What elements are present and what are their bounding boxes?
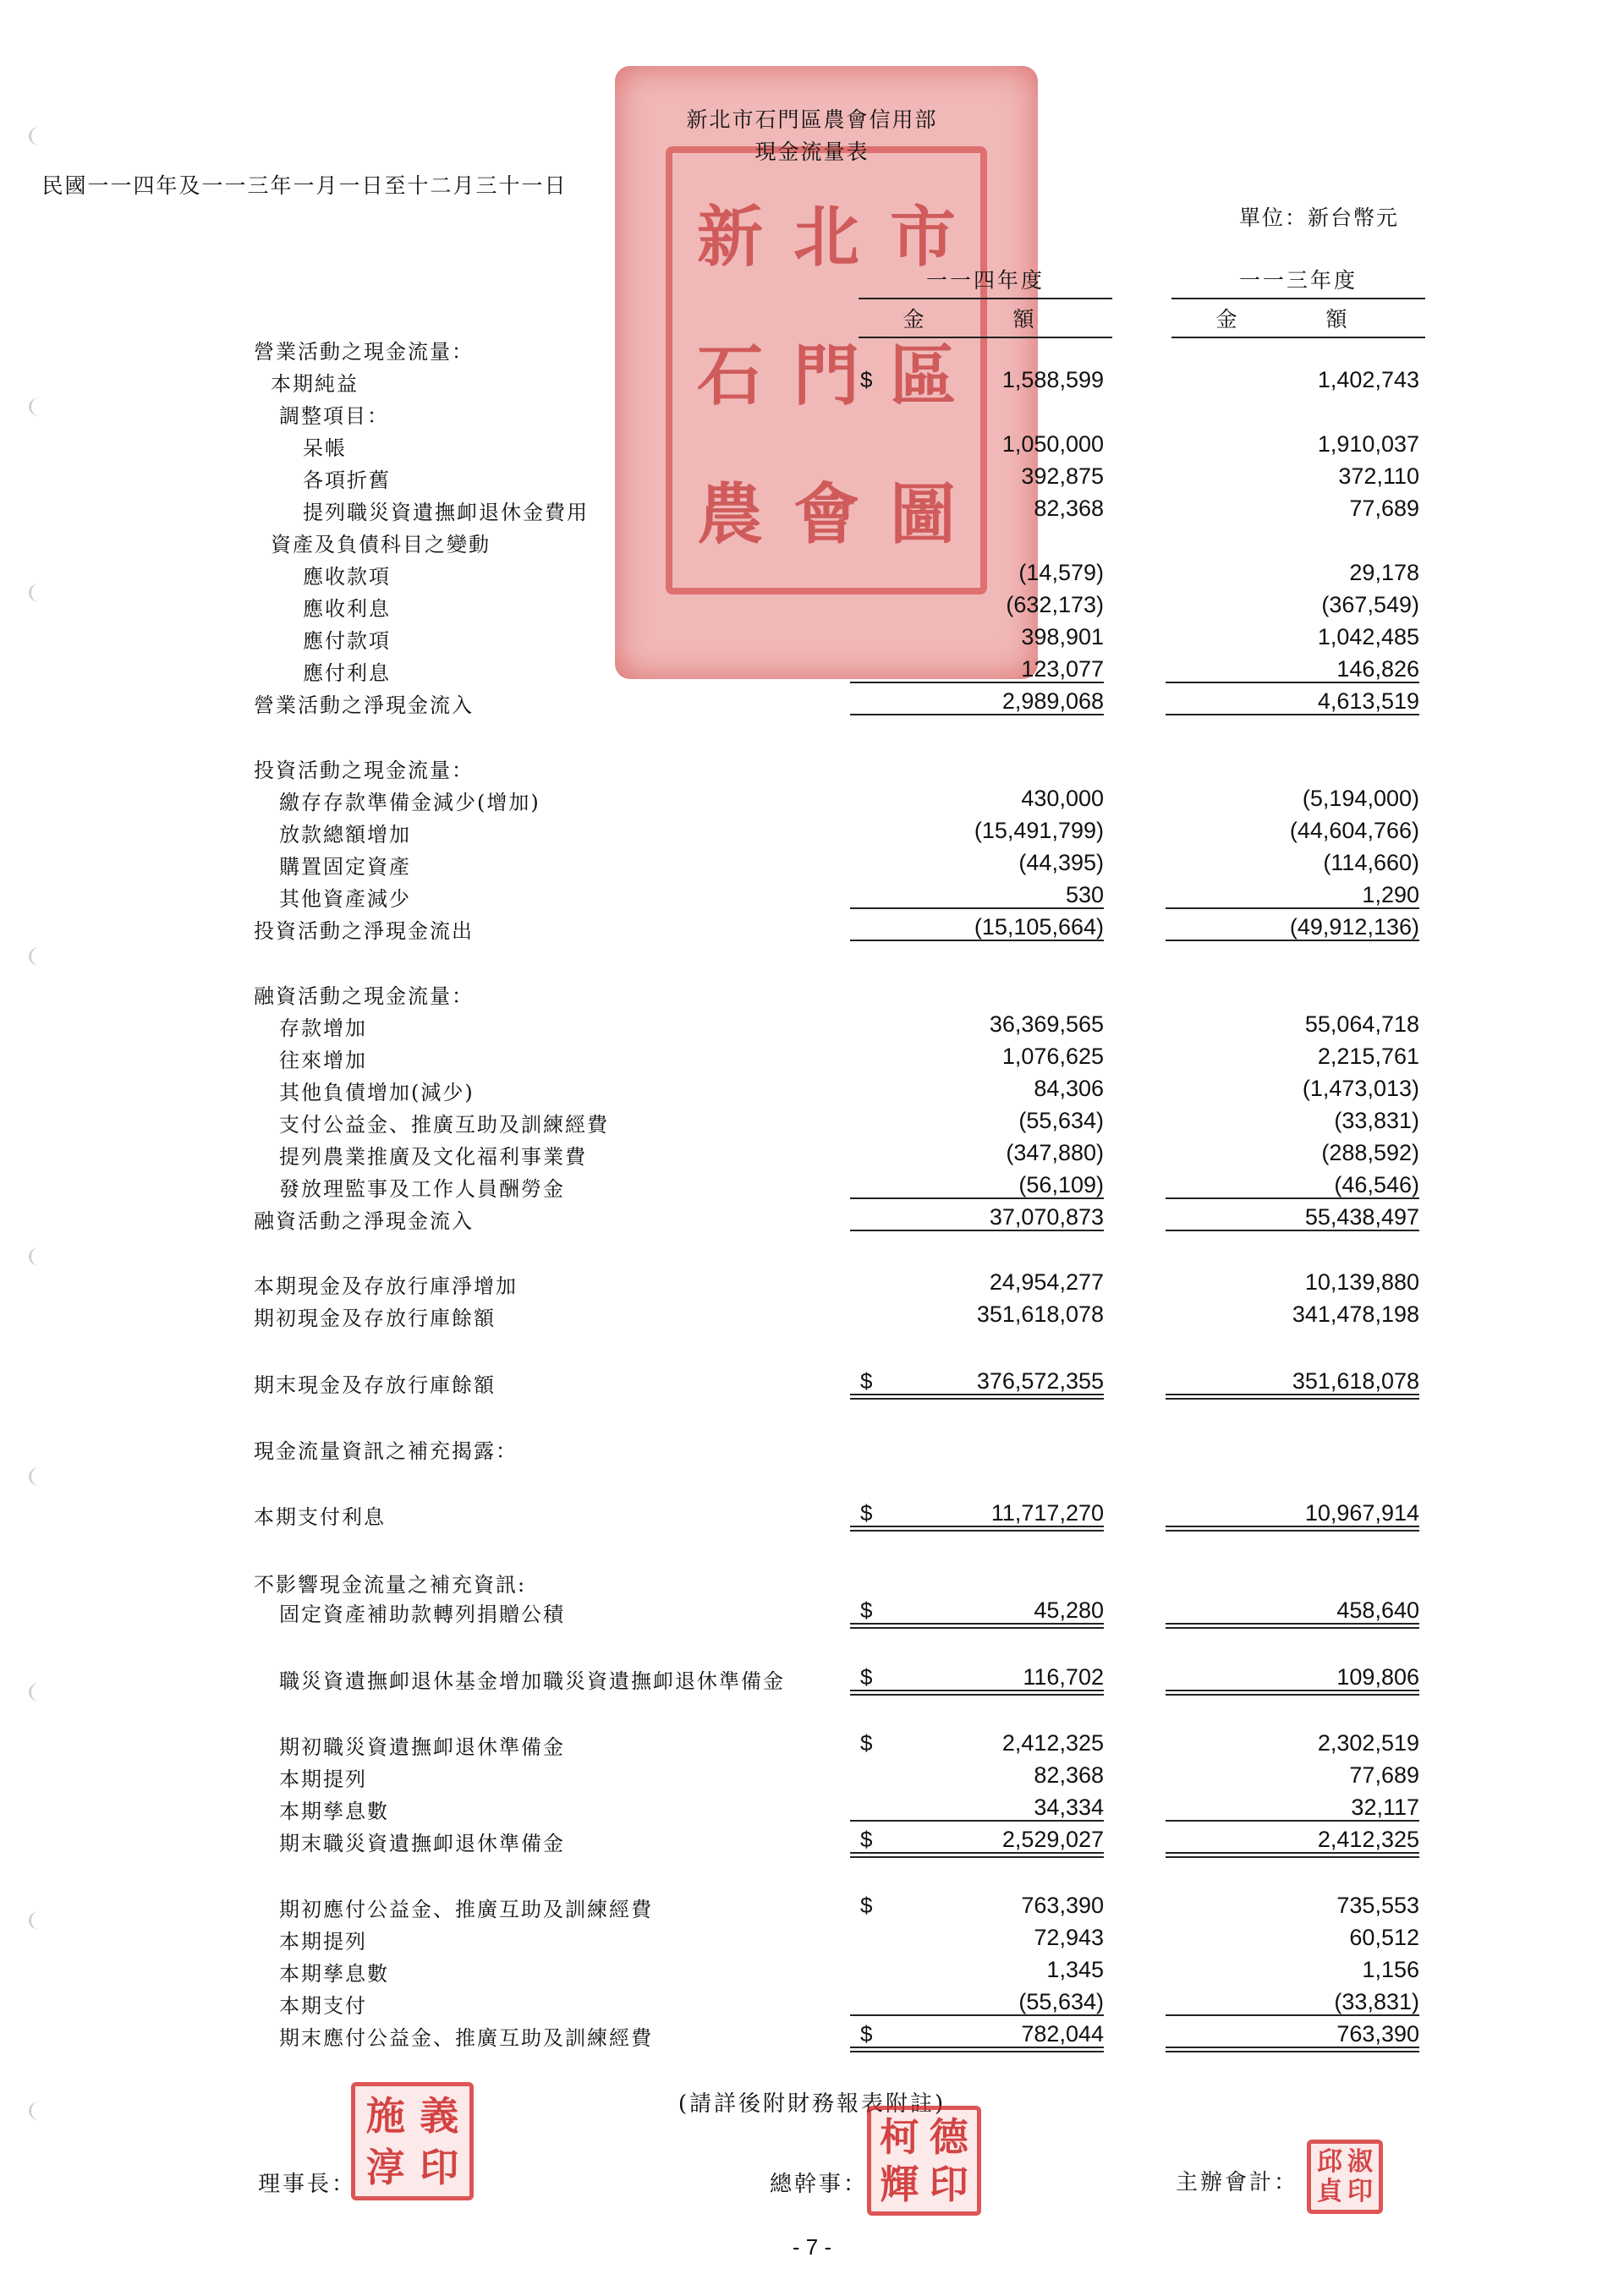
chairman-seal (351, 2082, 474, 2200)
amount-2024: 1,042,485 (1317, 624, 1419, 649)
row-label: 發放理監事及工作人員酬勞金 (279, 1177, 565, 1201)
amount-2024: 341,478,198 (1292, 1301, 1419, 1327)
double-underline (1166, 1526, 1419, 1527)
table-row (0, 1952, 1624, 1984)
table-row (0, 1135, 1624, 1167)
double-underline (850, 1694, 1104, 1696)
row-label: 各項折舊 (303, 469, 391, 492)
underline (1166, 940, 1419, 941)
double-underline (850, 1623, 1104, 1625)
row-label: 往來增加 (279, 1049, 367, 1072)
table-row (0, 2016, 1624, 2048)
statement-title: 現金流量表 (754, 140, 870, 164)
general-manager-label: 總幹事： (770, 2172, 869, 2197)
row-label: 投資活動之現金流量： (254, 759, 474, 782)
table-row (0, 1296, 1624, 1329)
double-underline (1166, 1398, 1419, 1400)
double-underline (850, 1690, 1104, 1691)
table-row (0, 555, 1624, 587)
period-text: 民國一一四年及一一三年一月一日至十二月三十一日 (41, 173, 568, 198)
row-label: 其他資產減少 (279, 887, 411, 911)
amount-2024: 10,967,914 (1304, 1500, 1419, 1526)
amount-2025: 430,000 (1021, 786, 1104, 811)
row-label: 應收利息 (303, 597, 391, 621)
amount-2025: 123,077 (1021, 656, 1104, 682)
table-row (0, 1038, 1624, 1071)
accountant-seal (1307, 2140, 1383, 2214)
amount-2025: 34,334 (1034, 1795, 1104, 1820)
double-underline (850, 1627, 1104, 1629)
amount-2024: (33,831) (1334, 1989, 1419, 2014)
currency-symbol: $ (860, 1500, 873, 1526)
row-label: 應付款項 (303, 629, 391, 653)
row-label: 本期支付利息 (254, 1505, 386, 1529)
row-label: 現金流量資訊之補充揭露： (254, 1439, 518, 1463)
amount-2024: (5,194,000) (1302, 786, 1419, 811)
row-label: 融資活動之現金流量： (254, 984, 474, 1008)
amount-2025: 2,989,068 (1001, 688, 1104, 714)
row-label: 提列職災資遺撫卹退休金費用 (303, 501, 589, 524)
amount-2024: 77,689 (1349, 496, 1419, 521)
amount-2024: 146,826 (1336, 656, 1419, 682)
table-row (0, 1199, 1624, 1231)
seal-char: 淑 (1347, 2146, 1373, 2177)
amount-2024: 1,290 (1362, 882, 1419, 907)
table-row (0, 683, 1624, 715)
amount-2024: 4,613,519 (1317, 688, 1419, 714)
double-underline (850, 2047, 1104, 2048)
row-label: 期末應付公益金、推廣互助及訓練經費 (279, 2026, 653, 2050)
seal-char: 區 (889, 337, 956, 414)
double-underline (1166, 2047, 1419, 2048)
amount-2024: 55,064,718 (1304, 1011, 1419, 1037)
amount-2024: (367,549) (1321, 592, 1419, 617)
amount-2025: (347,880) (1006, 1140, 1104, 1165)
amount-2025: 82,368 (1034, 496, 1104, 521)
table-row (0, 523, 1624, 555)
amount-2025: 1,050,000 (1001, 431, 1104, 457)
double-underline (850, 1530, 1104, 1532)
column-year: 一一四年度 (859, 264, 1112, 299)
double-underline (1166, 2051, 1419, 2052)
underline (1166, 714, 1419, 715)
amount-2025: 2,412,325 (1001, 1730, 1104, 1756)
amount-2024: 372,110 (1338, 463, 1419, 489)
seal-char: 石 (696, 337, 763, 414)
seal-char: 新 (696, 199, 763, 276)
double-underline (850, 1398, 1104, 1400)
row-label: 其他負債增加(減少) (279, 1081, 475, 1104)
column-year: 一一三年度 (1171, 264, 1425, 299)
seal-char: 德 (929, 2114, 968, 2160)
underline (850, 1230, 1104, 1231)
row-label: 本期提列 (279, 1767, 367, 1791)
table-row (0, 1103, 1624, 1135)
amount-2024: 351,618,078 (1292, 1368, 1419, 1394)
row-label: 本期孳息數 (279, 1962, 389, 1986)
currency-symbol: $ (860, 1664, 873, 1690)
amount-2025: 763,390 (1021, 1893, 1104, 1918)
table-row (0, 1659, 1624, 1691)
table-row (0, 1429, 1624, 1461)
table-row (0, 813, 1624, 845)
table-row (0, 974, 1624, 1006)
table-row (0, 619, 1624, 651)
amount-2024: 60,512 (1349, 1925, 1419, 1950)
amount-2025: (55,634) (1018, 1989, 1104, 2014)
currency-symbol: $ (860, 1893, 873, 1918)
table-row (0, 877, 1624, 909)
table-row (0, 1789, 1624, 1822)
currency-symbol: $ (860, 1730, 873, 1756)
amount-2024: 2,215,761 (1317, 1044, 1419, 1069)
double-underline (1166, 1530, 1419, 1532)
amount-2024: (49,912,136) (1289, 914, 1419, 940)
seal-char: 門 (793, 337, 859, 414)
seal-char: 貞 (1317, 2176, 1342, 2206)
page-number: - 7 - (792, 2234, 832, 2260)
table-row (0, 394, 1624, 426)
double-underline (1166, 1856, 1419, 1858)
row-label: 放款總額增加 (279, 823, 411, 847)
table-row (0, 909, 1624, 941)
currency-symbol: $ (860, 1827, 873, 1852)
double-underline (1166, 1690, 1419, 1691)
underline (850, 714, 1104, 715)
amount-2025: 72,943 (1034, 1925, 1104, 1950)
amount-2025: 530 (1065, 882, 1104, 907)
amount-2025: 84,306 (1034, 1076, 1104, 1101)
row-label: 營業活動之現金流量： (254, 340, 474, 364)
seal-char: 施 (365, 2092, 405, 2139)
table-row (0, 1071, 1624, 1103)
row-label: 職災資遺撫卹退休基金增加職災資遺撫卹退休準備金 (279, 1669, 785, 1693)
table-row (0, 1592, 1624, 1625)
row-label: 應收款項 (303, 565, 391, 589)
row-label: 期初現金及存放行庫餘額 (254, 1307, 496, 1330)
seal-char: 印 (420, 2144, 459, 2190)
row-label: 投資活動之淨現金流出 (254, 919, 474, 943)
row-label: 本期孳息數 (279, 1800, 389, 1823)
row-label: 本期純益 (271, 372, 359, 396)
column-header-2025 (859, 264, 1112, 338)
amount-2024: (114,660) (1323, 850, 1419, 875)
row-label: 購置固定資產 (279, 855, 411, 879)
currency-symbol: $ (860, 2021, 873, 2047)
double-underline (850, 1394, 1104, 1395)
seal-char: 圖 (889, 476, 956, 553)
row-label: 期末現金及存放行庫餘額 (254, 1373, 496, 1397)
seal-char: 市 (889, 199, 956, 276)
row-label: 存款增加 (279, 1016, 367, 1040)
currency-symbol: $ (860, 1368, 873, 1394)
table-row (0, 1563, 1624, 1595)
table-row (0, 1920, 1624, 1952)
general-manager-seal (867, 2106, 981, 2216)
row-label: 應付利息 (303, 661, 391, 685)
row-label: 融資活動之淨現金流入 (254, 1209, 474, 1233)
amount-2025: 37,070,873 (989, 1204, 1104, 1230)
double-underline (850, 1526, 1104, 1527)
table-row (0, 748, 1624, 781)
amount-2025: 82,368 (1034, 1762, 1104, 1788)
row-label: 本期提列 (279, 1930, 367, 1954)
row-label: 繳存存款準備金減少(增加) (279, 791, 540, 814)
seal-char: 邱 (1317, 2146, 1342, 2177)
row-label: 期初應付公益金、推廣互助及訓練經費 (279, 1898, 653, 1921)
amount-2024: 763,390 (1336, 2021, 1419, 2047)
amount-2024: (1,473,013) (1302, 1076, 1419, 1101)
table-row (0, 1822, 1624, 1854)
seal-char: 柯 (880, 2114, 919, 2160)
amount-2025: (15,105,664) (974, 914, 1104, 940)
amount-2025: 2,529,027 (1001, 1827, 1104, 1852)
currency-symbol: $ (860, 1597, 873, 1623)
seal-char: 淳 (365, 2144, 405, 2190)
table-row (0, 1363, 1624, 1395)
amount-2025: 1,345 (1046, 1957, 1104, 1982)
amount-2024: 1,402,743 (1317, 367, 1419, 392)
amount-2024: 2,412,325 (1317, 1827, 1419, 1852)
underline (1166, 1230, 1419, 1231)
seal-char: 農 (696, 476, 763, 553)
amount-2024: (46,546) (1334, 1172, 1419, 1197)
row-label: 資產及負債科目之變動 (271, 533, 491, 556)
seal-char: 義 (420, 2092, 459, 2139)
table-row (0, 781, 1624, 813)
amount-2025: (55,634) (1018, 1108, 1104, 1133)
table-row (0, 1006, 1624, 1038)
table-row (0, 458, 1624, 490)
table-row (0, 587, 1624, 619)
amount-2024: 32,117 (1351, 1795, 1419, 1820)
unit-label: 單位：新台幣元 (1239, 205, 1400, 230)
amount-2025: 24,954,277 (989, 1269, 1104, 1295)
row-label: 不影響現金流量之補充資訊: (254, 1573, 527, 1597)
double-underline (850, 2051, 1104, 2052)
amount-2024: (33,831) (1334, 1108, 1419, 1133)
amount-2025: (14,579) (1018, 560, 1104, 585)
table-row (0, 1888, 1624, 1920)
table-row (0, 845, 1624, 877)
row-label: 本期現金及存放行庫淨增加 (254, 1274, 518, 1298)
row-label: 本期支付 (279, 1994, 367, 2018)
amount-2025: 782,044 (1021, 2021, 1104, 2047)
amount-2025: 45,280 (1034, 1597, 1104, 1623)
table-row (0, 1984, 1624, 2016)
punch-hole (29, 1467, 50, 1486)
seal-char: 印 (1347, 2176, 1373, 2206)
seal-char: 北 (793, 199, 859, 276)
row-label: 營業活動之淨現金流入 (254, 693, 474, 717)
row-label: 調整項目： (279, 404, 389, 428)
double-underline (1166, 1394, 1419, 1395)
amount-2024: (44,604,766) (1289, 818, 1419, 843)
amount-2024: 10,139,880 (1304, 1269, 1419, 1295)
amount-2024: (288,592) (1321, 1140, 1419, 1165)
row-label: 固定資產補助款轉列捐贈公積 (279, 1603, 565, 1626)
row-label: 呆帳 (303, 436, 347, 460)
amount-2024: 55,438,497 (1304, 1204, 1419, 1230)
row-label: 提列農業推廣及文化福利事業費 (279, 1145, 587, 1169)
amount-2024: 458,640 (1336, 1597, 1419, 1623)
table-row (0, 1167, 1624, 1199)
amount-2024: 2,302,519 (1317, 1730, 1419, 1756)
amount-2025: 36,369,565 (989, 1011, 1104, 1037)
punch-hole (29, 1247, 50, 1266)
column-amount-label: 金 額 (859, 299, 1112, 338)
column-amount-label: 金 額 (1171, 299, 1425, 338)
underline (850, 940, 1104, 941)
chairman-label: 理事長： (258, 2172, 357, 2197)
amount-2024: 735,553 (1336, 1893, 1419, 1918)
seal-char: 輝 (880, 2162, 919, 2207)
amount-2025: 398,901 (1021, 624, 1104, 649)
double-underline (850, 1852, 1104, 1854)
amount-2024: 1,910,037 (1317, 431, 1419, 457)
amount-2025: 376,572,355 (976, 1368, 1104, 1394)
accountant-label: 主辦會計： (1176, 2170, 1299, 2195)
table-row (0, 330, 1624, 362)
table-row (0, 1495, 1624, 1527)
double-underline (1166, 1694, 1419, 1696)
table-row (0, 651, 1624, 683)
table-row (0, 1725, 1624, 1757)
table-row (0, 426, 1624, 458)
amount-2025: 392,875 (1021, 463, 1104, 489)
amount-2024: 29,178 (1349, 560, 1419, 585)
seal-char: 印 (929, 2162, 968, 2207)
amount-2024: 77,689 (1349, 1762, 1419, 1788)
table-row (0, 362, 1624, 394)
row-label: 期初職災資遺撫卹退休準備金 (279, 1735, 565, 1759)
amount-2025: (632,173) (1006, 592, 1104, 617)
amount-2025: (44,395) (1018, 850, 1104, 875)
amount-2025: 1,588,599 (1001, 367, 1104, 392)
punch-hole (29, 947, 50, 966)
double-underline (850, 1856, 1104, 1858)
notes-reference: (請詳後附財務報表附註) (678, 2091, 946, 2117)
amount-2024: 1,156 (1362, 1957, 1419, 1982)
table-row (0, 1757, 1624, 1789)
double-underline (1166, 1627, 1419, 1629)
double-underline (1166, 1852, 1419, 1854)
amount-2025: (56,109) (1018, 1172, 1104, 1197)
column-header-2024 (1171, 264, 1425, 338)
amount-2025: (15,491,799) (974, 818, 1104, 843)
row-label: 期末職災資遺撫卹退休準備金 (279, 1832, 565, 1855)
amount-2025: 11,717,270 (990, 1500, 1104, 1526)
row-label: 支付公益金、推廣互助及訓練經費 (279, 1113, 609, 1137)
double-underline (1166, 1623, 1419, 1625)
table-row (0, 490, 1624, 523)
table-row (0, 1264, 1624, 1296)
org-name: 新北市石門區農會信用部 (686, 107, 938, 132)
amount-2025: 1,076,625 (1001, 1044, 1104, 1069)
amount-2025: 116,702 (1023, 1664, 1104, 1690)
currency-symbol: $ (860, 367, 873, 392)
seal-char: 會 (793, 476, 859, 553)
amount-2025: 351,618,078 (976, 1301, 1104, 1327)
amount-2024: 109,806 (1336, 1664, 1419, 1690)
